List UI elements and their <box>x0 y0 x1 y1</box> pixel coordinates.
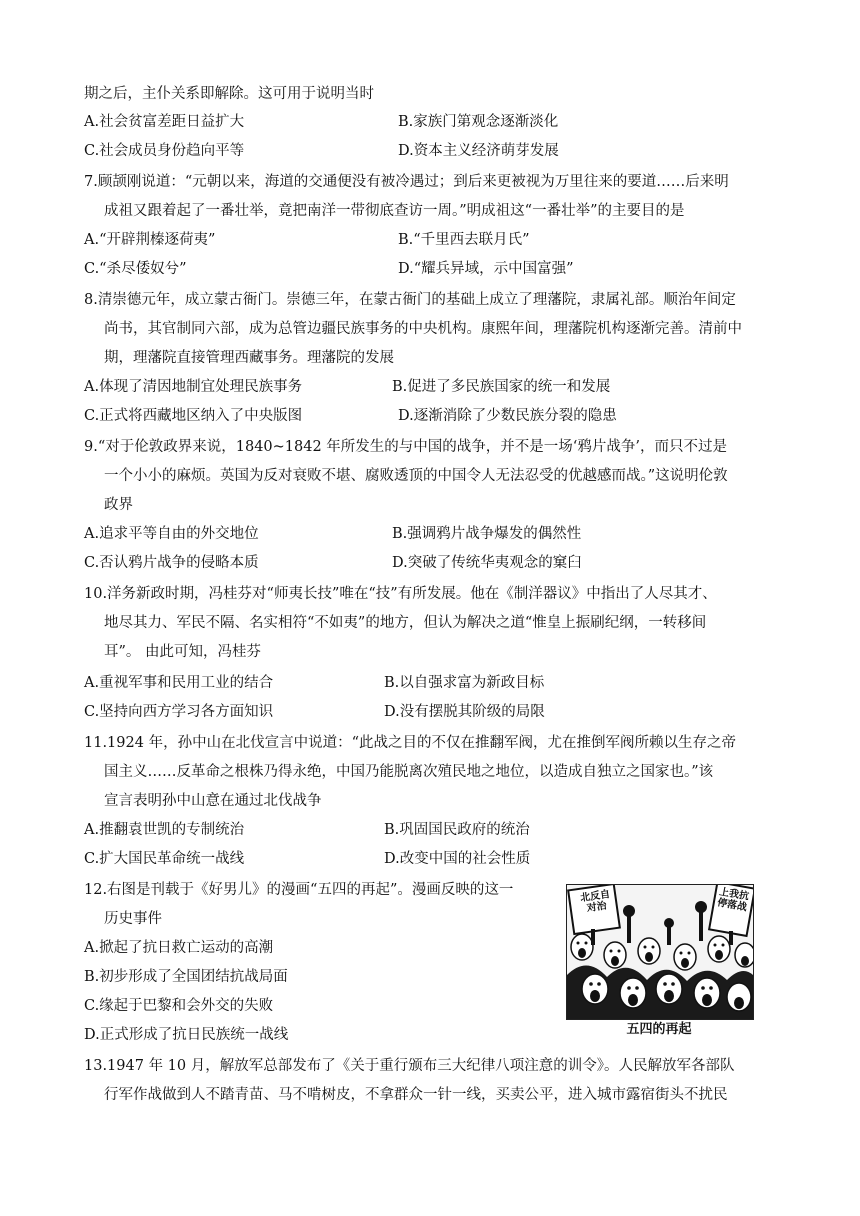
q8-stem-line-1: 8.清崇德元年，成立蒙古衙门。崇德三年，在蒙古衙门的基础上成立了理藩院，隶属礼部。顺治年间定 <box>84 292 736 308</box>
q8-option-d: D.逐渐消除了少数民族分裂的隐患 <box>398 408 617 424</box>
q8-option-a: A.体现了清因地制宜处理民族事务 <box>84 379 303 395</box>
q6-option-a: A.社会贫富差距日益扩大 <box>84 114 245 130</box>
q9-option-a: A.追求平等自由的外交地位 <box>84 526 259 542</box>
q10-option-c: C.坚持向西方学习各方面知识 <box>84 704 274 720</box>
q11-stem-line-2: 国主义……反革命之根株乃得永绝，中国乃能脱离次殖民地之地位，以造成自独立之国家也。”该 <box>104 764 714 780</box>
q9-option-b: B.强调鸦片战争爆发的偶然性 <box>392 526 582 542</box>
q7-option-d: D.“耀兵异域，示中国富强” <box>398 261 574 277</box>
q12-option-d: D.正式形成了抗日民族统一战线 <box>84 1027 289 1043</box>
q9-stem-line-3: 政界 <box>104 497 133 513</box>
q9-option-c: C.否认鸦片战争的侵略本质 <box>84 555 259 571</box>
q10-stem-line-3: 耳”。 由此可知，冯桂芬 <box>104 644 262 660</box>
q9-stem-line-2: 一个小小的麻烦。英国为反对衰败不堪、腐败透顶的中国令人无法忍受的优越感而战。”这说明伦敦 <box>104 468 728 484</box>
q11-stem-line-1: 11.1924 年，孙中山在北伐宣言中说道：“此战之目的不仅在推翻军阀，尤在推倒军阀所赖以生存之帝 <box>84 735 736 751</box>
q12-stem-line-1: 12.右图是刊载于《好男儿》的漫画“五四的再起”。漫画反映的这一 <box>84 882 514 898</box>
q11-option-a: A.推翻袁世凯的专制统治 <box>84 822 245 838</box>
q11-option-d: D.改变中国的社会性质 <box>384 851 531 867</box>
q10-option-d: D.没有摆脱其阶级的局限 <box>384 704 545 720</box>
q12-option-b: B.初步形成了全国团结抗战局面 <box>84 969 288 985</box>
q8-stem-line-3: 期，理藩院直接管理西藏事务。理藩院的发展 <box>104 350 394 366</box>
q7-stem-line-2: 成祖又跟着起了一番壮举，竟把南洋一带彻底查访一周。”明成祖这“一番壮举”的主要目的是 <box>104 203 685 219</box>
q10-stem-line-1: 10.洋务新政时期，冯桂芬对“师夷长技”唯在“技”有所发展。他在《制洋器议》中指出了人尽其才、 <box>84 586 717 602</box>
q7-option-c: C.“杀尽倭奴兮” <box>84 261 187 277</box>
q11-stem-line-3: 宣言表明孙中山意在通过北伐战争 <box>104 793 322 809</box>
cartoon-figure <box>566 884 754 1020</box>
q6-stem-continuation: 期之后，主仆关系即解除。这可用于说明当时 <box>84 86 374 102</box>
q8-option-b: B.促进了多民族国家的统一和发展 <box>392 379 611 395</box>
q12-option-c: C.缘起于巴黎和会外交的失败 <box>84 998 274 1014</box>
q7-option-b: B.“千里西去联月氏” <box>398 232 530 248</box>
q7-stem-line-1: 7.顾颉刚说道：“元朝以来，海道的交通便没有被冷遇过；到后来更被视为万里往来的要道……后来明 <box>84 174 729 190</box>
q8-stem-line-2: 尚书，其官制同六部，成为总管边疆民族事务的中央机构。康熙年间，理藩院机构逐渐完善。清前中 <box>104 321 742 337</box>
q9-stem-line-1: 9.“对于伦敦政界来说，1840~1842 年所发生的与中国的战争，并不是一场‘鸦片战争’，而只不过是 <box>84 439 728 455</box>
q12-option-a: A.掀起了抗日救亡运动的高潮 <box>84 940 274 956</box>
q13-stem-line-2: 行军作战做到人不踏青苗、马不啃树皮，不拿群众一针一线，买卖公平，进入城市露宿街头不扰民 <box>104 1087 728 1103</box>
q6-option-c: C.社会成员身份趋向平等 <box>84 143 245 159</box>
q9-option-d: D.突破了传统华夷观念的窠臼 <box>392 555 582 571</box>
sign-right-text: 上我抗停落战 <box>716 886 750 914</box>
cartoon-caption: 五四的再起 <box>626 1022 692 1037</box>
q11-option-c: C.扩大国民革命统一战线 <box>84 851 245 867</box>
q10-stem-line-2: 地尽其力、军民不隔、名实相符“不如夷”的地方，但认为解决之道“惟皇上振刷纪纲，一转移间 <box>104 615 707 631</box>
q6-option-d: D.资本主义经济萌芽发展 <box>398 143 559 159</box>
sign-left-text: 北反自对治 <box>579 889 611 915</box>
q10-option-a: A.重视军事和民用工业的结合 <box>84 675 274 691</box>
q13-stem-line-1: 13.1947 年 10 月，解放军总部发布了《关于重行颁布三大纪律八项注意的训令》。人民解放军各部队 <box>84 1058 735 1074</box>
q7-option-a: A.“开辟荆榛逐荷夷” <box>84 232 216 248</box>
q10-option-b: B.以自强求富为新政目标 <box>384 675 545 691</box>
q8-option-c: C.正式将西藏地区纳入了中央版图 <box>84 408 303 424</box>
q6-option-b: B.家族门第观念逐渐淡化 <box>398 114 559 130</box>
q11-option-b: B.巩固国民政府的统治 <box>384 822 530 838</box>
q12-stem-line-2: 历史事件 <box>104 911 162 927</box>
